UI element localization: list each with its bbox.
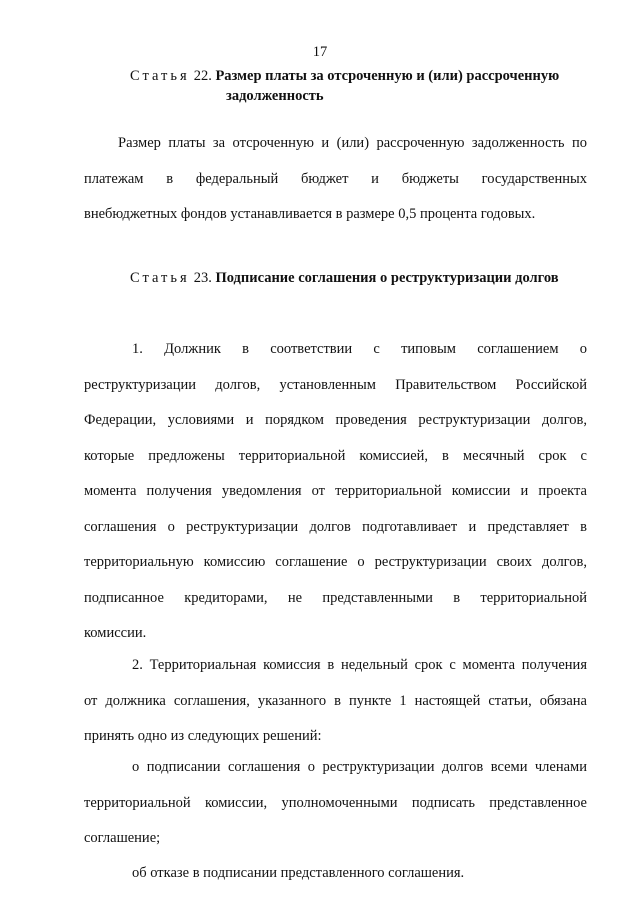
paragraph-line: которые предложены территориальной комиссией, в месячный срок с: [84, 447, 587, 464]
paragraph-line: соглашение;: [84, 830, 161, 846]
article-22-title-line1: Размер платы за отсроченную и (или) рассроченную: [215, 68, 560, 84]
paragraph-line: об отказе в подписании представленного соглашения.: [132, 865, 465, 881]
page-number: 17: [312, 44, 328, 60]
paragraph-line: реструктуризации долгов, установленным Правительством Российской: [84, 376, 587, 393]
paragraph-line: Размер платы за отсроченную и (или) рассроченную задолженность по: [118, 135, 587, 151]
article-22-number: 22.: [193, 68, 212, 84]
paragraph-line: 1. Должник в соответствии с типовым соглашением о: [132, 341, 587, 357]
article-22-word: Статья: [130, 68, 190, 84]
paragraph-line: внебюджетных фондов устанавливается в размере 0,5 процента годовых.: [84, 206, 536, 222]
paragraph-line: комиссии.: [84, 625, 147, 641]
paragraph-line: подписанное кредиторами, не представленными в территориальной: [84, 589, 587, 606]
article-23-item-2: [84, 648, 587, 755]
paragraph-line: территориальную комиссию соглашение о реструктуризации своих долгов,: [84, 554, 587, 570]
paragraph-line: соглашения о реструктуризации долгов подготавливает и представляет в: [84, 518, 587, 535]
article-22-paragraph: [84, 126, 587, 233]
paragraph-line: платежам в федеральный бюджет и бюджеты государственных: [84, 170, 587, 187]
paragraph-line: 2. Территориальная комиссия в недельный срок с момента получения: [132, 657, 587, 673]
article-22-title-line2: задолженность: [226, 88, 324, 104]
paragraph-line: от должника соглашения, указанного в пункте 1 настоящей статьи, обязана: [84, 692, 587, 709]
article-22-heading: [130, 66, 590, 106]
article-23-title: Подписание соглашения о реструктуризации долгов: [215, 270, 559, 286]
article-23-heading: [130, 268, 600, 288]
article-23-word: Статья: [130, 270, 190, 286]
paragraph-line: о подписании соглашения о реструктуризации долгов всеми членами: [132, 759, 587, 775]
paragraph-line: Федерации, условиями и порядком проведения реструктуризации долгов,: [84, 412, 587, 428]
paragraph-line: принять одно из следующих решений:: [84, 728, 322, 744]
paragraph-line: момента получения уведомления от территориальной комиссии и проекта: [84, 483, 587, 499]
article-23-option-1: [84, 750, 587, 857]
paragraph-line: территориальной комиссии, уполномоченными подписать представленное: [84, 794, 587, 811]
article-23-option-2: [84, 856, 587, 892]
article-23-item-1: [84, 332, 587, 652]
article-23-number: 23.: [193, 270, 212, 286]
